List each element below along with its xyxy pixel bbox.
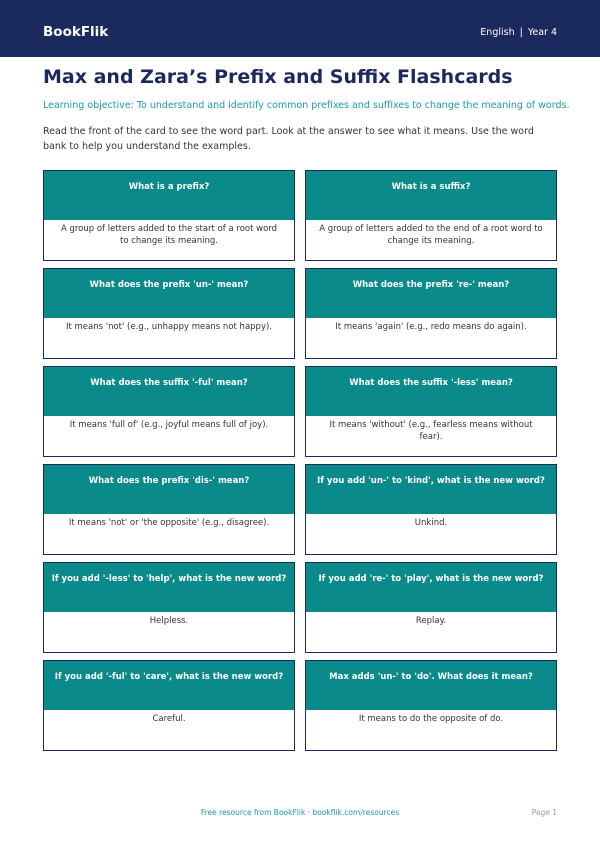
flashcard-grid <box>43 170 557 751</box>
flashcard-back: Unkind. <box>306 514 556 554</box>
flashcard-front: What is a suffix? <box>306 171 556 220</box>
flashcard <box>305 268 557 359</box>
meta-separator: | <box>519 27 523 38</box>
flashcard-front: What does the suffix '-ful' mean? <box>44 367 294 416</box>
page-number: Page 1 <box>531 808 557 817</box>
flashcard-front: What does the prefix 'dis-' mean? <box>44 465 294 514</box>
flashcard-front: If you add 'un-' to 'kind', what is the new word? <box>306 465 556 514</box>
flashcard-back: A group of letters added to the end of a root word to change its meaning. <box>306 220 556 260</box>
flashcard <box>43 170 295 261</box>
flashcard <box>305 660 557 751</box>
flashcard-back: Helpless. <box>44 612 294 652</box>
flashcard <box>43 268 295 359</box>
flashcard <box>43 464 295 555</box>
flashcard <box>43 660 295 751</box>
flashcard <box>305 170 557 261</box>
flashcard <box>305 464 557 555</box>
footer <box>0 807 600 821</box>
flashcard-back: A group of letters added to the start of a root word to change its meaning. <box>44 220 294 260</box>
footer-link[interactable]: Free resource from BookFlik · bookflik.com/resources <box>200 808 400 817</box>
flashcard <box>305 366 557 457</box>
brand-logo[interactable]: BookFlik <box>43 24 109 40</box>
subject-label: English <box>480 27 515 38</box>
flashcard-back: It means 'not' or 'the opposite' (e.g., disagree). <box>44 514 294 554</box>
flashcard-back: It means to do the opposite of do. <box>306 710 556 750</box>
flashcard-back: It means 'not' (e.g., unhappy means not happy). <box>44 318 294 358</box>
flashcard-front: Max adds 'un-' to 'do'. What does it mean? <box>306 661 556 710</box>
flashcard-front: If you add 're-' to 'play', what is the new word? <box>306 563 556 612</box>
flashcard <box>43 562 295 653</box>
year-label: Year 4 <box>527 27 557 38</box>
flashcard-front: What is a prefix? <box>44 171 294 220</box>
flashcard <box>43 366 295 457</box>
flashcard-front: If you add '-ful' to 'care', what is the new word? <box>44 661 294 710</box>
flashcard-front: What does the prefix 're-' mean? <box>306 269 556 318</box>
flashcard-back: It means 'full of' (e.g., joyful means full of joy). <box>44 416 294 456</box>
learning-objective: Learning objective: To understand and identify common prefixes and suffixes to change the meaning of words. <box>43 100 570 111</box>
header-bar <box>0 0 600 57</box>
flashcard-back: It means 'without' (e.g., fearless means without fear). <box>306 416 556 456</box>
flashcard-back: It means 'again' (e.g., redo means do again). <box>306 318 556 358</box>
instructions: Read the front of the card to see the word part. Look at the answer to see what it means. Use the word bank to help you understand the examples. <box>43 126 534 152</box>
page-title: Max and Zara’s Prefix and Suffix Flashcards <box>43 66 513 88</box>
flashcard-front: What does the suffix '-less' mean? <box>306 367 556 416</box>
header-meta <box>480 26 557 40</box>
flashcard-front: What does the prefix 'un-' mean? <box>44 269 294 318</box>
flashcard <box>305 562 557 653</box>
flashcard-front: If you add '-less' to 'help', what is the new word? <box>44 563 294 612</box>
flashcard-back: Replay. <box>306 612 556 652</box>
flashcard-back: Careful. <box>44 710 294 750</box>
